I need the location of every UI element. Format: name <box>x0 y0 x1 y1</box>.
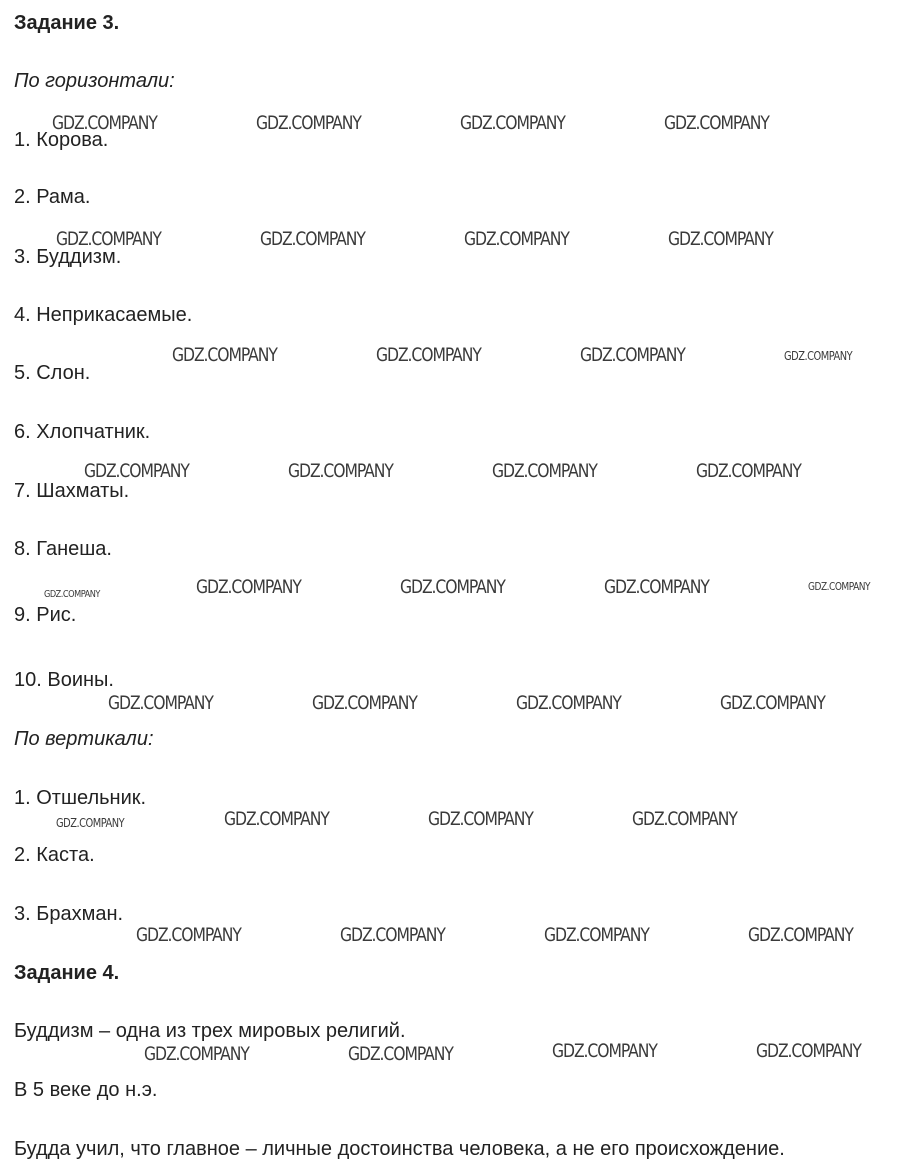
vertical-answer-3: 3. Брахман. <box>14 903 124 925</box>
watermark: GDZ.COMPANY <box>144 1043 249 1065</box>
watermark: GDZ.COMPANY <box>748 924 853 946</box>
watermark: GDZ.COMPANY <box>516 692 621 714</box>
task3-title: Задание 3. <box>14 12 120 34</box>
watermark: GDZ.COMPANY <box>56 816 125 830</box>
vertical-answer-2: 2. Каста. <box>14 844 95 866</box>
watermark: GDZ.COMPANY <box>376 344 481 366</box>
watermark: GDZ.COMPANY <box>52 112 157 134</box>
task4-line-2: В 5 веке до н.э. <box>14 1079 158 1101</box>
watermark: GDZ.COMPANY <box>288 460 393 482</box>
watermark: GDZ.COMPANY <box>224 808 329 830</box>
watermark: GDZ.COMPANY <box>720 692 825 714</box>
horizontal-answer-8: 8. Ганеша. <box>14 538 112 560</box>
task4-title: Задание 4. <box>14 962 120 984</box>
horizontal-answer-1: 1. Корова. <box>14 129 109 151</box>
watermark: GDZ.COMPANY <box>668 228 773 250</box>
watermark: GDZ.COMPANY <box>756 1040 861 1062</box>
watermark: GDZ.COMPANY <box>44 589 100 600</box>
watermark: GDZ.COMPANY <box>108 692 213 714</box>
task4-line-3: Будда учил, что главное – личные достоинства человека, а не его происхождение. <box>14 1138 785 1160</box>
horizontal-answer-4: 4. Неприкасаемые. <box>14 304 193 326</box>
watermark: GDZ.COMPANY <box>340 924 445 946</box>
horizontal-heading: По горизонтали: <box>14 70 175 92</box>
horizontal-answer-5: 5. Слон. <box>14 362 91 384</box>
watermark: GDZ.COMPANY <box>664 112 769 134</box>
watermark: GDZ.COMPANY <box>196 576 301 598</box>
horizontal-answer-9: 9. Рис. <box>14 604 77 626</box>
watermark: GDZ.COMPANY <box>348 1043 453 1065</box>
horizontal-answer-6: 6. Хлопчатник. <box>14 421 151 443</box>
watermark: GDZ.COMPANY <box>464 228 569 250</box>
watermark: GDZ.COMPANY <box>136 924 241 946</box>
watermark: GDZ.COMPANY <box>260 228 365 250</box>
watermark: GDZ.COMPANY <box>632 808 737 830</box>
watermark: GDZ.COMPANY <box>460 112 565 134</box>
watermark: GDZ.COMPANY <box>808 580 871 593</box>
watermark: GDZ.COMPANY <box>696 460 801 482</box>
watermark: GDZ.COMPANY <box>492 460 597 482</box>
horizontal-answer-7: 7. Шахматы. <box>14 480 130 502</box>
watermark: GDZ.COMPANY <box>56 228 161 250</box>
vertical-answer-1: 1. Отшельник. <box>14 787 147 809</box>
watermark: GDZ.COMPANY <box>256 112 361 134</box>
watermark: GDZ.COMPANY <box>400 576 505 598</box>
horizontal-answer-3: 3. Буддизм. <box>14 246 122 268</box>
watermark: GDZ.COMPANY <box>604 576 709 598</box>
watermark: GDZ.COMPANY <box>84 460 189 482</box>
watermark: GDZ.COMPANY <box>552 1040 657 1062</box>
vertical-heading: По вертикали: <box>14 728 154 750</box>
horizontal-answer-2: 2. Рама. <box>14 186 91 208</box>
watermark: GDZ.COMPANY <box>580 344 685 366</box>
watermark: GDZ.COMPANY <box>784 349 853 363</box>
watermark: GDZ.COMPANY <box>544 924 649 946</box>
watermark: GDZ.COMPANY <box>428 808 533 830</box>
horizontal-answer-10: 10. Воины. <box>14 669 114 691</box>
watermark: GDZ.COMPANY <box>172 344 277 366</box>
task4-line-1: Буддизм – одна из трех мировых религий. <box>14 1020 406 1042</box>
watermark: GDZ.COMPANY <box>312 692 417 714</box>
